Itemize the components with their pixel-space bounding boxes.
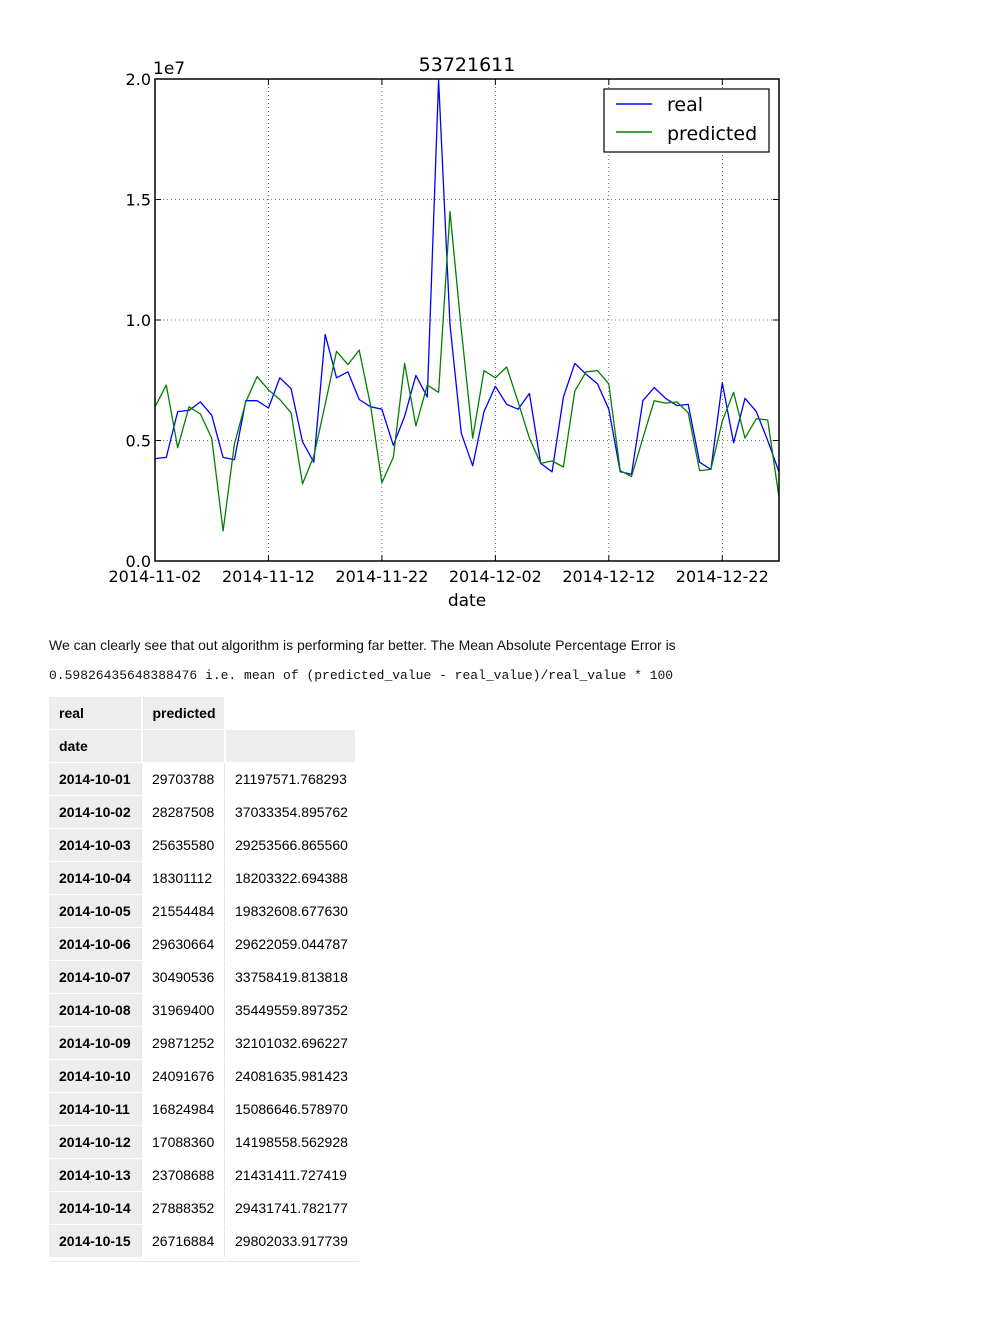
y-tick-label: 1.0 (125, 311, 151, 330)
row-index-date: 2014-10-11 (49, 1093, 142, 1126)
cell-real: 26716884 (142, 1225, 225, 1258)
cell-real: 29703788 (142, 763, 225, 796)
row-index-date: 2014-10-03 (49, 829, 142, 862)
x-tick-label: 2014-12-12 (562, 567, 656, 586)
cell-real: 25635580 (142, 829, 225, 862)
table-header-row (49, 697, 356, 730)
cell-predicted: 29622059.044787 (225, 928, 356, 961)
column-header-real: real (49, 697, 142, 730)
y-tick-label: 0.5 (125, 431, 151, 451)
x-tick-label: 2014-12-22 (675, 567, 769, 586)
table-row (49, 1225, 356, 1258)
cell-real: 21554484 (142, 895, 225, 928)
row-index-date: 2014-10-09 (49, 1027, 142, 1060)
cell-predicted: 19832608.677630 (225, 895, 356, 928)
cell-real: 29871252 (142, 1027, 225, 1060)
table-row (49, 961, 356, 994)
cell-predicted: 18203322.694388 (225, 862, 356, 895)
y-tick-label: 2.0 (125, 70, 151, 89)
cell-real: 18301112 (142, 862, 225, 895)
table-row (49, 994, 356, 1027)
cell-real: 24091676 (142, 1060, 225, 1093)
table-row (49, 1159, 356, 1192)
cell-predicted: 33758419.813818 (225, 961, 356, 994)
row-index-date: 2014-10-06 (49, 928, 142, 961)
row-index-date: 2014-10-08 (49, 994, 142, 1027)
cell-real: 27888352 (142, 1192, 225, 1225)
row-index-date: 2014-10-12 (49, 1126, 142, 1159)
table-index-row (49, 730, 356, 763)
cell-predicted: 24081635.981423 (225, 1060, 356, 1093)
cell-predicted: 35449559.897352 (225, 994, 356, 1027)
x-tick-label: 2014-11-22 (335, 567, 429, 586)
row-index-date: 2014-10-15 (49, 1225, 142, 1258)
index-header-date: date (49, 730, 142, 763)
table-body (49, 763, 356, 1258)
table-row (49, 1027, 356, 1060)
cell-real: 30490536 (142, 961, 225, 994)
cell-predicted: 14198558.562928 (225, 1126, 356, 1159)
legend-label-predicted: predicted (667, 123, 758, 145)
cell-real: 28287508 (142, 796, 225, 829)
table-row (49, 796, 356, 829)
cell-predicted: 29802033.917739 (225, 1225, 356, 1258)
row-index-date: 2014-10-04 (49, 862, 142, 895)
row-index-date: 2014-10-05 (49, 895, 142, 928)
row-index-date: 2014-10-01 (49, 763, 142, 796)
cell-predicted: 37033354.895762 (225, 796, 356, 829)
x-tick-label: 2014-11-12 (221, 567, 315, 586)
mape-code-line: 0.59826435648388476 i.e. mean of (predicted_value - real_value)/real_value * 100 (49, 668, 674, 683)
table-row (49, 1093, 356, 1126)
cell-predicted: 32101032.696227 (225, 1027, 356, 1060)
cell-real: 29630664 (142, 928, 225, 961)
table-bottom-border (49, 1261, 359, 1262)
row-index-date: 2014-10-10 (49, 1060, 142, 1093)
row-index-date: 2014-10-02 (49, 796, 142, 829)
table-row (49, 1060, 356, 1093)
cell-real: 23708688 (142, 1159, 225, 1192)
row-index-date: 2014-10-14 (49, 1192, 142, 1225)
cell-predicted: 21197571.768293 (225, 763, 356, 796)
table-row (49, 1126, 356, 1159)
legend-label-real: real (667, 94, 704, 116)
cell-predicted: 29431741.782177 (225, 1192, 356, 1225)
row-index-date: 2014-10-13 (49, 1159, 142, 1192)
table-row (49, 829, 356, 862)
cell-real: 17088360 (142, 1126, 225, 1159)
cell-predicted: 29253566.865560 (225, 829, 356, 862)
table-row (49, 1192, 356, 1225)
cell-real: 16824984 (142, 1093, 225, 1126)
y-tick-label: 0.0 (125, 552, 151, 571)
line-chart (0, 0, 1004, 620)
column-header-predicted: predicted (142, 697, 225, 730)
cell-real: 31969400 (142, 994, 225, 1027)
cell-predicted: 15086646.578970 (225, 1093, 356, 1126)
legend (604, 89, 769, 152)
table-row (49, 862, 356, 895)
index-blank-cell (225, 730, 356, 763)
results-table (49, 697, 357, 1258)
table-row (49, 928, 356, 961)
y-offset-label: 1e7 (153, 59, 186, 79)
row-index-date: 2014-10-07 (49, 961, 142, 994)
index-blank-cell (142, 730, 225, 763)
x-tick-label: 2014-11-02 (108, 567, 202, 586)
table-row (49, 895, 356, 928)
chart-title: 53721611 (418, 54, 516, 76)
table-row (49, 763, 356, 796)
cell-predicted: 21431411.727419 (225, 1159, 356, 1192)
y-tick-label: 1.5 (125, 190, 151, 210)
x-axis-label: date (447, 591, 487, 611)
caption-text: We can clearly see that out algorithm is performing far better. The Mean Absolute Percentage Error is (49, 637, 676, 653)
x-tick-label: 2014-12-02 (448, 567, 542, 586)
